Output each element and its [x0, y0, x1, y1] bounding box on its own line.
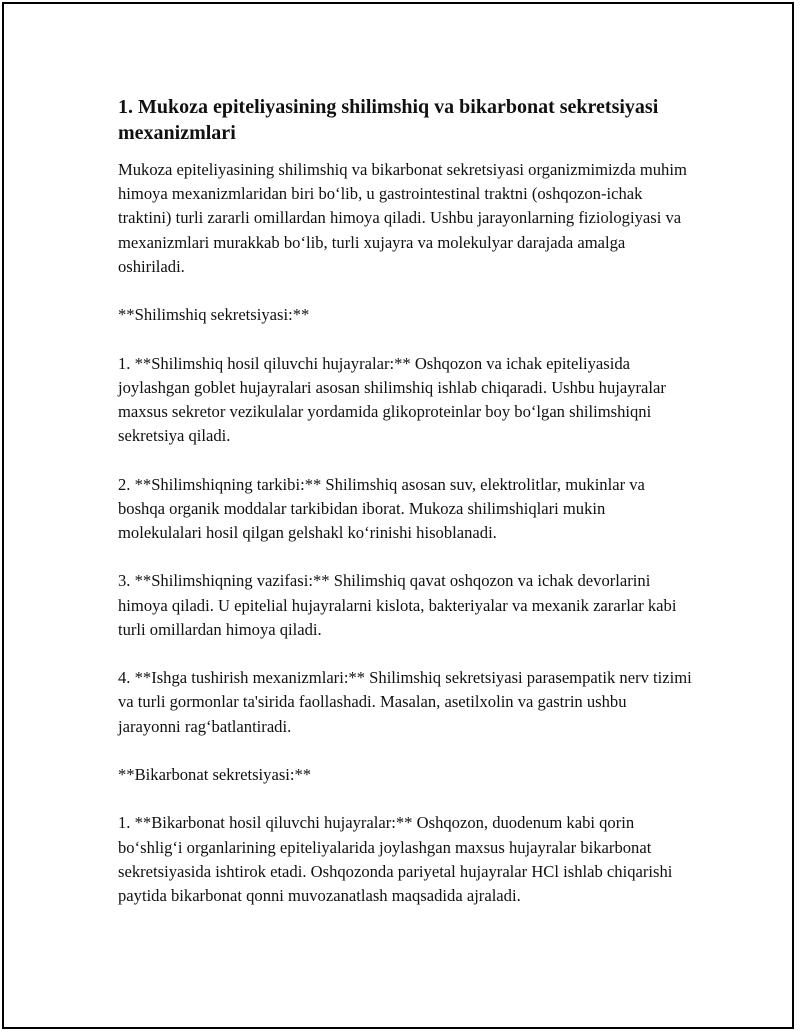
list-item-mucus-composition: 2. **Shilimshiqning tarkibi:** Shilimshiq asosan suv, elektrolitlar, mukinlar va boshqa organik moddalar tarkibidan iborat. Mukoza shilimshiqlari mukin molekulalari hosil qilgan gelshakl ko‘rinishi hisoblanadi. [118, 474, 645, 542]
document-body [118, 94, 693, 932]
list-item-mucus-activation: 4. **Ishga tushirish mexanizmlari:** Shilimshiq sekretsiyasi parasempatik nerv tizimi va turli gormonlar ta'sirida faollashadi. Masalan, asetilxolin va gastrin ushbu jarayonni rag‘batlantiradi. [118, 668, 692, 736]
document-title: 1. Mukoza epiteliyasining shilimshiq va bikarbonat sekretsiyasi mexanizmlari [118, 96, 659, 144]
section-heading-mucus: **Shilimshiq sekretsiyasi:** [118, 305, 310, 325]
list-item-mucus-function: 3. **Shilimshiqning vazifasi:** Shilimshiq qavat oshqozon va ichak devorlarini himoya qiladi. U epitelial hujayralarni kislota, bakteriyalar va mexanik zararlar kabi turli omillardan himoya qiladi. [118, 571, 677, 639]
list-item-bicarbonate-cells: 1. **Bikarbonat hosil qiluvchi hujayralar:** Oshqozon, duodenum kabi qorin bo‘shlig‘i organlarining epiteliyalarida joylashgan maxsus hujayralar bikarbonat sekretsiyasida ishtirok etadi. Oshqozonda pariyetal hujayralar HCl ishlab chiqarishi paytida bikarbonat qonni muvozanatlash maqsadida ajraladi. [118, 813, 673, 905]
list-item-mucus-cells: 1. **Shilimshiq hosil qiluvchi hujayralar:** Oshqozon va ichak epiteliyasida joylashgan goblet hujayralari asosan shilimshiq ishlab chiqaradi. Ushbu hujayralar maxsus sekretor vezikulalar yordamida glikoproteinlar boy bo‘lgan shilimshiqni sekretsiya qiladi. [118, 353, 666, 446]
section-heading-bicarbonate: **Bikarbonat sekretsiyasi:** [118, 764, 312, 784]
intro-paragraph: Mukoza epiteliyasining shilimshiq va bikarbonat sekretsiyasi organizmimizda muhim himoya mexanizmlaridan biri bo‘lib, u gastrointestinal traktni (oshqozon-ichak traktini) turli zararli omillardan himoya qiladi. Ushbu jarayonlarning fiziologiyasi va mexanizmlari murakkab bo‘lib, turli xujayra va molekulyar darajada amalga oshiriladi. [118, 160, 687, 276]
